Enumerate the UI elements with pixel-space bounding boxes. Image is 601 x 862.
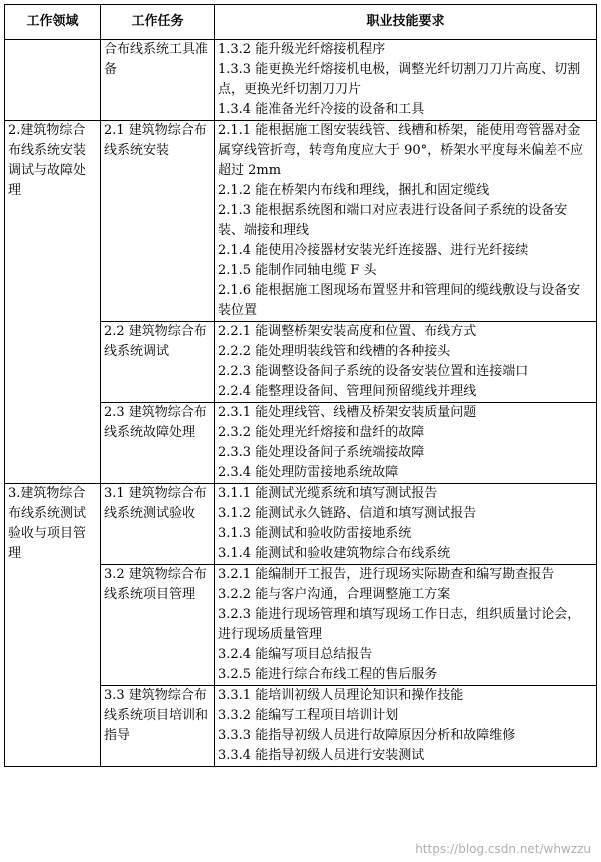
skill-item: 3.1.4 能测试和验收建筑物综合布线系统 xyxy=(218,546,451,561)
header-skills: 职业技能要求 xyxy=(215,5,597,40)
skill-item: 3.2.5 能进行综合布线工程的售后服务 xyxy=(218,667,438,682)
task-cell: 2.2 建筑物综合布线系统调试 xyxy=(101,322,215,403)
table-row xyxy=(5,121,597,322)
task-cell: 3.3 建筑物综合布线系统项目培训和指导 xyxy=(101,686,215,767)
domain-cell xyxy=(5,40,101,121)
skill-item: 3.1.2 能测试永久链路、信道和填写测试报告 xyxy=(218,506,477,521)
header-task: 工作任务 xyxy=(101,5,215,40)
skills-cell xyxy=(215,121,597,322)
skill-item: 3.2.2 能与客户沟通，合理调整施工方案 xyxy=(218,587,451,602)
skill-item: 2.3.1 能处理线管、线槽及桥架安装质量问题 xyxy=(218,405,477,420)
table-row xyxy=(5,40,597,121)
skill-item: 1.3.3 能更换光纤熔接机电极，调整光纤切割刀刀片高度、切割点，更换光纤切割刀刀片 xyxy=(218,62,581,97)
skill-item: 2.2.3 能调整设备间子系统的设备安装位置和连接端口 xyxy=(218,364,529,379)
watermark-text: https://blog.csdn.net/whwzzu xyxy=(415,842,591,856)
skills-cell xyxy=(215,565,597,686)
skill-item: 2.1.3 能根据系统图和端口对应表进行设备间子系统的设备安装、端接和理线 xyxy=(218,203,568,238)
task-cell: 2.1 建筑物综合布线系统安装 xyxy=(101,121,215,322)
skill-item: 2.2.2 能处理明装线管和线槽的各种接头 xyxy=(218,344,451,359)
skill-item: 1.3.4 能准备光纤冷接的设备和工具 xyxy=(218,102,425,117)
skills-cell xyxy=(215,40,597,121)
domain-cell: 3.建筑物综合布线系统测试验收与项目管理 xyxy=(5,484,101,767)
task-cell: 合布线系统工具准备 xyxy=(101,40,215,121)
domain-cell: 2.建筑物综合布线系统安装调试与故障处理 xyxy=(5,121,101,484)
skills-cell xyxy=(215,686,597,767)
skill-item: 2.3.3 能处理设备间子系统端接故障 xyxy=(218,445,425,460)
skill-item: 2.1.4 能使用冷接器材安装光纤连接器、进行光纤接续 xyxy=(218,243,529,258)
skill-item: 3.3.2 能编写工程项目培训计划 xyxy=(218,708,399,723)
task-cell: 3.1 建筑物综合布线系统测试验收 xyxy=(101,484,215,565)
skill-item: 3.3.3 能指导初级人员进行故障原因分析和故障维修 xyxy=(218,728,516,743)
skill-item: 2.2.4 能整理设备间、管理间预留缆线并理线 xyxy=(218,384,477,399)
skill-item: 2.1.1 能根据施工图安装线管、线槽和桥架，能使用弯管器对金属穿线管折弯，转弯角度应大于 90°，桥架水平度每米偏差不应超过 2mm xyxy=(218,123,584,178)
skills-cell xyxy=(215,484,597,565)
header-domain: 工作领域 xyxy=(5,5,101,40)
task-cell: 2.3 建筑物综合布线系统故障处理 xyxy=(101,403,215,484)
skill-item: 2.3.4 能处理防雷接地系统故障 xyxy=(218,465,399,480)
skills-cell xyxy=(215,403,597,484)
skill-item: 2.3.2 能处理光纤熔接和盘纤的故障 xyxy=(218,425,425,440)
header-row xyxy=(5,5,597,40)
skill-item: 3.3.4 能指导初级人员进行安装测试 xyxy=(218,748,425,763)
skill-item: 3.2.4 能编写项目总结报告 xyxy=(218,647,373,662)
skill-item: 3.1.3 能测试和验收防雷接地系统 xyxy=(218,526,412,541)
skill-item: 3.3.1 能培训初级人员理论知识和操作技能 xyxy=(218,688,464,703)
skills-table xyxy=(4,4,597,767)
skill-item: 2.1.6 能根据施工图现场布置竖井和管理间的缆线敷设与设备安装位置 xyxy=(218,283,581,318)
skill-item: 3.1.1 能测试光缆系统和填写测试报告 xyxy=(218,486,438,501)
skill-item: 2.2.1 能调整桥架安装高度和位置、布线方式 xyxy=(218,324,477,339)
skill-item: 2.1.5 能制作同轴电缆 F 头 xyxy=(218,263,377,278)
skill-item: 2.1.2 能在桥架内布线和理线，捆扎和固定缆线 xyxy=(218,183,490,198)
task-cell: 3.2 建筑物综合布线系统项目管理 xyxy=(101,565,215,686)
table-row xyxy=(5,484,597,565)
skill-item: 3.2.3 能进行现场管理和填写现场工作日志，组织质量讨论会，进行现场质量管理 xyxy=(218,607,581,642)
skill-item: 1.3.2 能升级光纤熔接机程序 xyxy=(218,42,386,57)
skill-item: 3.2.1 能编制开工报告，进行现场实际勘查和编写勘查报告 xyxy=(218,567,555,582)
skills-cell xyxy=(215,322,597,403)
